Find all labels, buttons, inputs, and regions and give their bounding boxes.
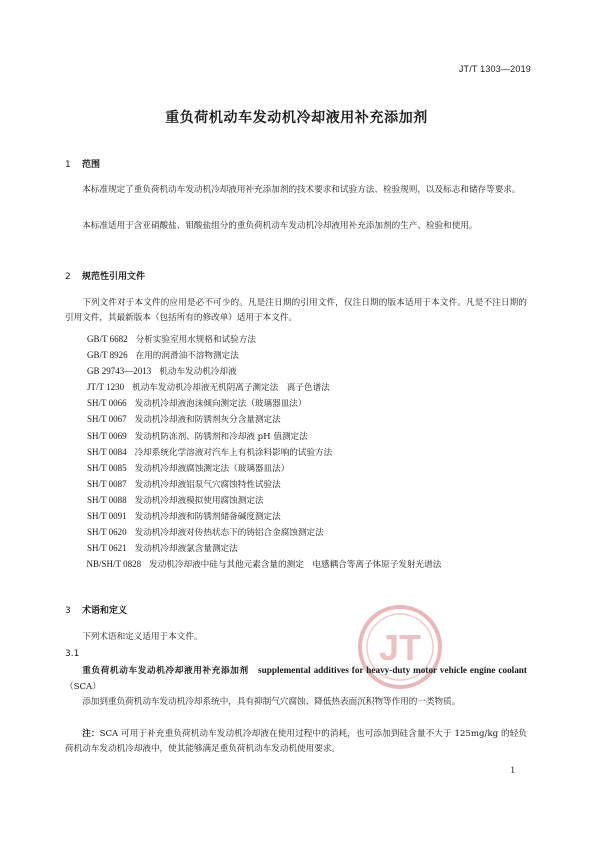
reference-item xyxy=(87,509,527,525)
reference-item xyxy=(87,461,527,477)
reference-code: SH/T 0621 xyxy=(87,543,127,554)
reference-code: SH/T 0087 xyxy=(87,478,127,489)
reference-code: SH/T 0067 xyxy=(87,414,127,425)
reference-code: SH/T 0620 xyxy=(87,527,127,538)
standard-number: JT/T 1303—2019 xyxy=(458,64,531,74)
reference-title: 分析实验室用水规格和试验方法 xyxy=(135,335,256,345)
reference-code: SH/T 0091 xyxy=(87,511,127,522)
reference-code: SH/T 0088 xyxy=(87,494,127,505)
reference-item xyxy=(87,429,527,445)
reference-title: 发动机防冻剂、防锈剂和冷却液 pH 值测定法 xyxy=(134,431,308,442)
reference-code: GB/T 8926 xyxy=(87,350,128,361)
note-label: 注： xyxy=(82,729,100,739)
section-1-paragraph-2: 本标准适用于含亚硝酸盐、钼酸盐组分的重负荷机动车发动机冷却液用补充添加剂的生产、检验和使用。 xyxy=(82,221,478,231)
section-3-heading xyxy=(65,603,127,616)
reference-item xyxy=(87,541,527,557)
reference-title: 发动机冷却液模拟使用腐蚀测定法 xyxy=(134,495,264,506)
reference-item xyxy=(87,364,527,380)
reference-title: 发动机冷却液泡沫倾向测定法（玻璃器皿法） xyxy=(134,399,307,410)
reference-item xyxy=(87,557,527,573)
reference-item xyxy=(87,332,527,348)
reference-code: JT/T 1230 xyxy=(87,382,125,393)
reference-item xyxy=(87,493,527,509)
reference-title: 在用的润滑油不溶物测定法 xyxy=(135,351,239,362)
reference-item xyxy=(87,445,527,461)
reference-item xyxy=(87,380,527,396)
section-title: 范围 xyxy=(82,160,101,170)
reference-title: 发动机冷却液和防锈剂灰分含量测定法 xyxy=(134,415,281,426)
reference-code: NB/SH/T 0828 xyxy=(86,559,142,570)
note-text: SCA 可用于补充重负荷机动车发动机冷却液在使用过程中的消耗，也可添加到硅含量不大于 125mg/kg 的轻负荷机动车发动机冷却液中，使其能够满足重负荷机动车发动机使用要求。 xyxy=(65,729,527,755)
term-number: 3.1 xyxy=(65,649,80,659)
reference-code: SH/T 0069 xyxy=(87,430,127,441)
term-entry-title xyxy=(65,662,527,695)
section-number: 3 xyxy=(65,606,71,616)
document-title: 重负荷机动车发动机冷却液用补充添加剂 xyxy=(165,110,428,126)
reference-item xyxy=(87,412,527,428)
watermark-text: JT xyxy=(378,627,422,668)
normative-references-list xyxy=(87,332,527,573)
reference-code: SH/T 0066 xyxy=(87,398,127,409)
term-note xyxy=(65,727,527,757)
reference-code: SH/T 0084 xyxy=(87,446,127,457)
reference-title: 发动机冷却液氯含量测定法 xyxy=(134,544,238,555)
section-number: 1 xyxy=(65,160,71,170)
reference-title: 发动机冷却液对传热状态下的铸铝合金腐蚀测定法 xyxy=(134,528,324,539)
section-title: 术语和定义 xyxy=(82,606,128,616)
reference-item xyxy=(87,525,527,541)
section-title: 规范性引用文件 xyxy=(82,272,146,282)
reference-item xyxy=(87,348,527,364)
reference-item xyxy=(87,396,527,412)
term-chinese-name: 重负荷机动车发动机冷却液用补充添加剂 xyxy=(82,666,249,676)
reference-title: 发动机冷却液腐蚀测定法（玻璃器皿法） xyxy=(134,463,290,474)
reference-code: SH/T 0085 xyxy=(87,462,127,473)
reference-item xyxy=(87,477,527,493)
page-number: 1 xyxy=(510,766,515,776)
reference-title: 发动机冷却液和防锈剂储备碱度测定法 xyxy=(134,512,281,523)
reference-title: 发动机冷却液中硅与其他元素含量的测定 电感耦合等离子体原子发射光谱法 xyxy=(149,560,442,571)
section-3-intro: 下列术语和定义适用于本文件。 xyxy=(82,632,203,642)
term-definition: 添加到重负荷机动车发动机冷却系统中，具有抑制气穴腐蚀、降低热表面沉积物等作用的一类物质。 xyxy=(82,697,461,707)
reference-title: 机动车发动机冷却液无机阴离子测定法 离子色谱法 xyxy=(132,383,330,394)
term-english-name: supplemental additives for heavy-duty motor vehicle engine coolant xyxy=(258,665,527,675)
section-1-heading xyxy=(65,157,100,170)
section-2-heading xyxy=(65,269,145,282)
reference-code: GB 29743—2013 xyxy=(87,366,152,377)
term-abbreviation: （SCA） xyxy=(65,682,101,692)
section-number: 2 xyxy=(65,272,71,282)
reference-code: GB/T 6682 xyxy=(87,334,128,344)
reference-title: 机动车发动机冷却液 xyxy=(159,367,237,378)
reference-title: 冷却系统化学溶液对汽车上有机涂料影响的试验方法 xyxy=(134,447,333,458)
reference-title: 发动机冷却液铝泵气穴腐蚀特性试验法 xyxy=(134,479,281,490)
section-1-paragraph-1: 本标准规定了重负荷机动车发动机冷却液用补充添加剂的技术要求和试验方法、检验规则，以及标志和储存等要求。 xyxy=(82,185,521,195)
section-2-intro: 下列文件对于本文件的应用是必不可少的。凡是注日期的引用文件，仅注日期的版本适用于本文件。凡是不注日期的引用文件，其最新版本（包括所有的修改单）适用于本文件。 xyxy=(65,298,527,324)
